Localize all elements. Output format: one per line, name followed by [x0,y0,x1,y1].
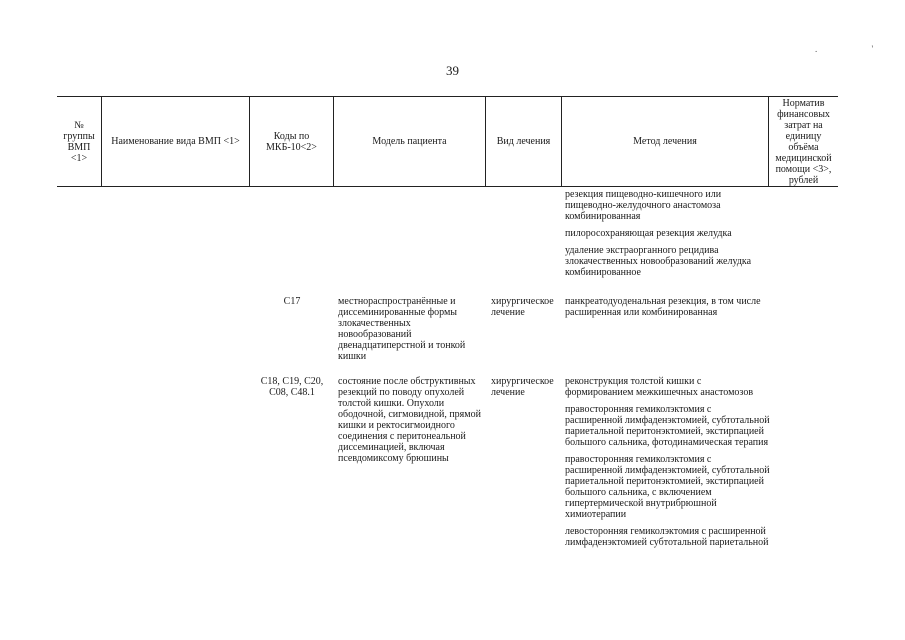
continued-methods [565,189,770,284]
row-methods [565,296,770,324]
row-treatment: хирургическое лечение [491,376,554,398]
header-group: № группы ВМП <1> [63,119,95,164]
header-codes: Коды по МКБ-10<2> [266,130,317,153]
method-item: пилоросохраняющая резекция желудка [565,228,732,239]
header-method: Метод лечения [633,136,697,147]
corner-marks: . ' [815,44,900,54]
page-number: 39 [446,63,459,78]
method-item: резекция пищеводно-кишечного или пищеводно-желудочного анастомоза комбинированная [565,189,722,222]
row-model: местнораспространённые и диссеминированные формы злокачественных новообразований двенадцатиперстной и тонкой кишки [338,296,466,362]
header-model: Модель пациента [372,136,447,147]
method-item: левосторонняя гемиколэктомия с расширенной лимфаденэктомией субтотальной париетальной [565,526,769,548]
row-codes: C18, C19, C20, C08, C48.1 [260,376,324,398]
header-name: Наименование вида ВМП <1> [111,136,240,147]
header-norm: Норматив финансовых затрат на единицу объёма медицинской помощи <3>, рублей [775,97,832,186]
method-item: реконструкция толстой кишки с формированием межкишечных анастомозов [565,376,754,398]
row-codes: C17 [283,296,301,307]
table-header [57,96,838,187]
method-item: панкреатодуоденальная резекция, в том числе расширенная или комбинированная [565,296,761,318]
header-treatment: Вид лечения [496,136,551,147]
method-item: удаление экстраорганного рецидива злокачественных новообразований желудка комбинированное [565,245,752,278]
row-methods [565,376,770,554]
row-treatment: хирургическое лечение [491,296,554,318]
row-model: состояние после обструктивных резекций по поводу опухолей толстой кишки. Опухоли ободочной, сигмовидной, прямой кишки и ректосигмоидного соединения с перитонеальной диссеминацией, включая псевдомиксому брюшины [338,376,481,464]
method-item: правосторонняя гемиколэктомия с расширенной лимфаденэктомией, субтотальной париетальной перитонэктомией, экстирпацией большого сальника, фотодинамическая терапия [565,404,770,448]
method-item: правосторонняя гемиколэктомия с расширенной лимфаденэктомией, субтотальной париетальной перитонэктомией, экстирпацией большого сальника, с включением гипертермической внутрибрюшной химиотерапии [565,454,770,520]
